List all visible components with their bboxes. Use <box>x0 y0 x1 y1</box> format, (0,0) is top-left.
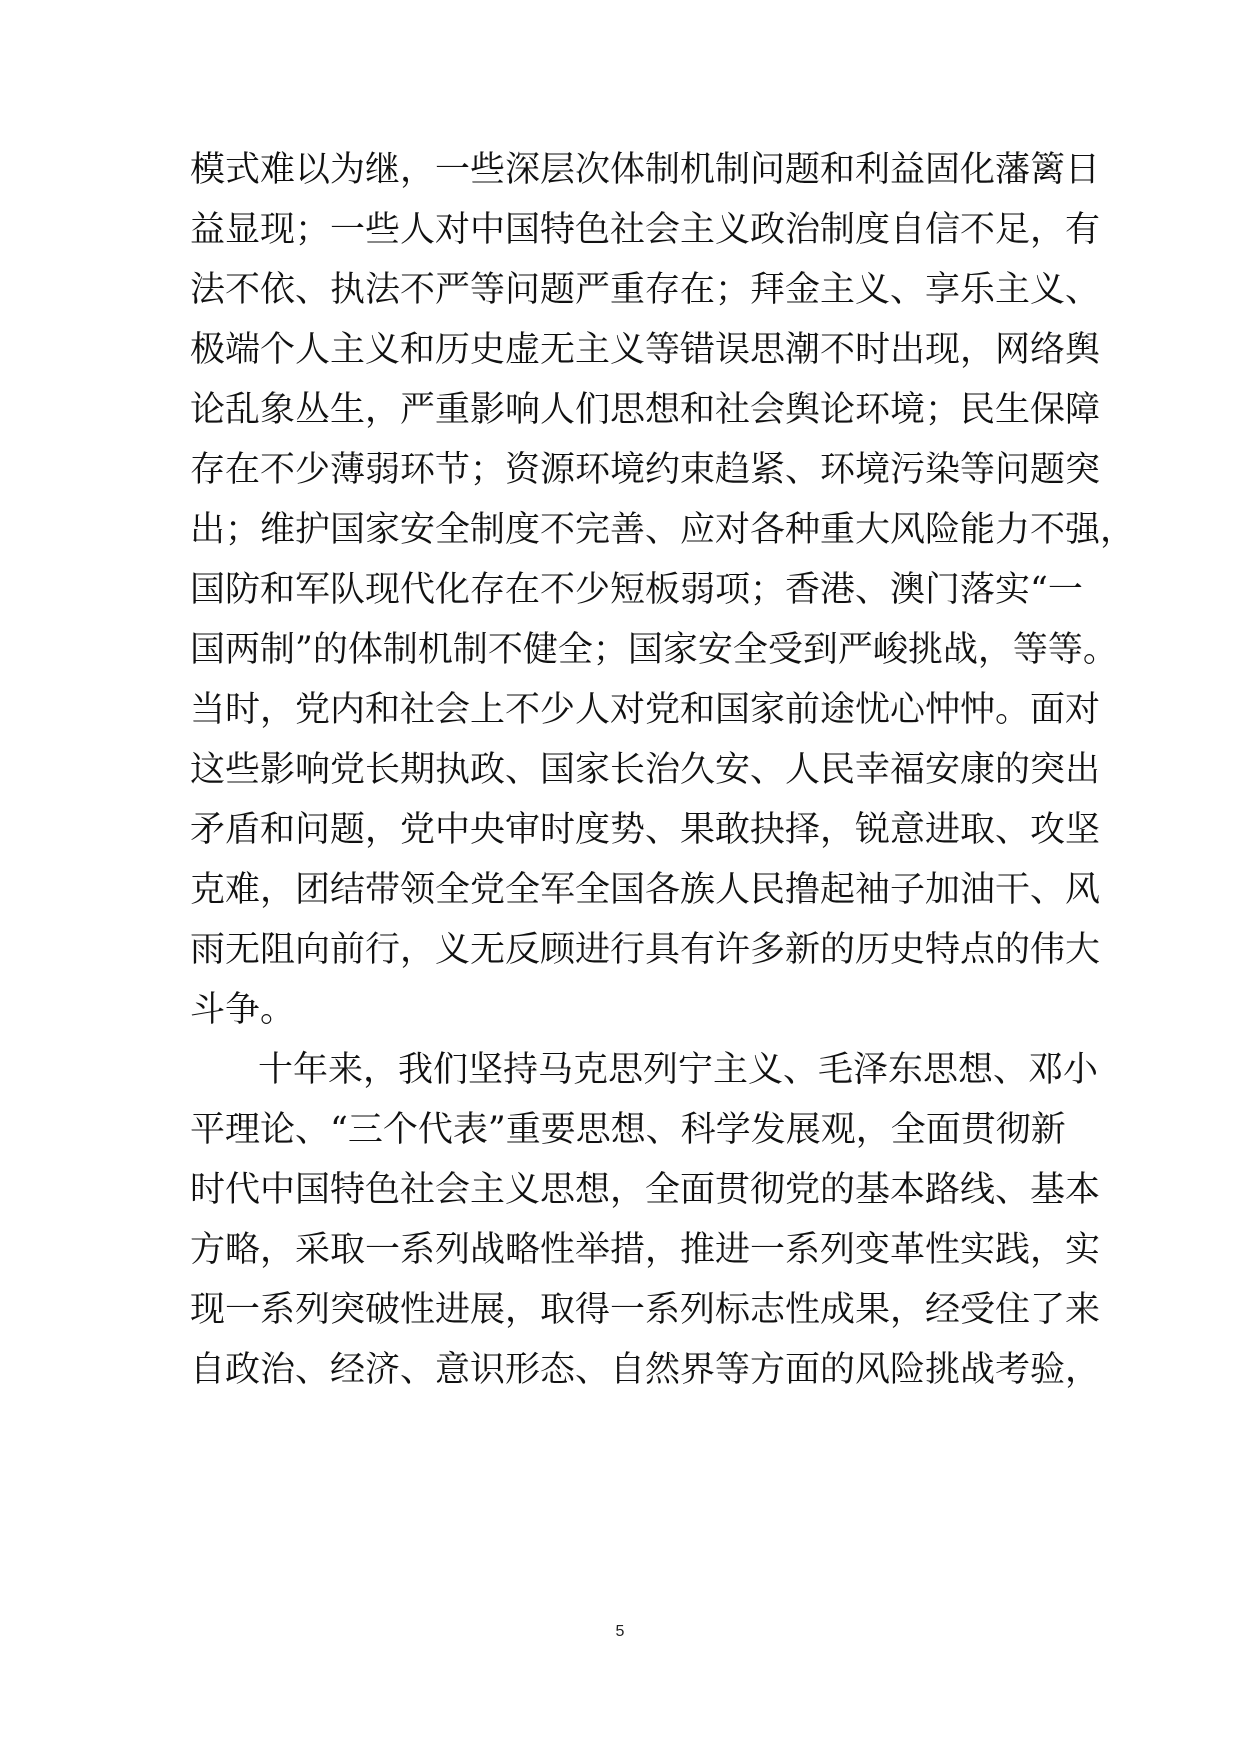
body-line: 存在不少薄弱环节；资源环境约束趋紧、环境污染等问题突 <box>190 450 1101 490</box>
body-line: 克难，团结带领全党全军全国各族人民撸起袖子加油干、风 <box>190 870 1101 910</box>
body-line: 出；维护国家安全制度不完善、应对各种重大风险能力不强， <box>190 510 1136 550</box>
body-line: 国防和军队现代化存在不少短板弱项；香港、澳门落实“一 <box>190 570 1083 610</box>
body-line: 国两制”的体制机制不健全；国家安全受到严峻挑战，等等。 <box>190 630 1118 670</box>
body-line: 当时，党内和社会上不少人对党和国家前途忧心忡忡。面对 <box>190 690 1101 730</box>
body-line: 现一系列突破性进展，取得一系列标志性成果，经受住了来 <box>190 1290 1101 1330</box>
body-line: 平理论、“三个代表”重要思想、科学发展观，全面贯彻新 <box>190 1110 1066 1150</box>
body-line: 这些影响党长期执政、国家长治久安、人民幸福安康的突出 <box>190 750 1101 790</box>
body-line: 法不依、执法不严等问题严重存在；拜金主义、享乐主义、 <box>190 270 1101 310</box>
body-line: 极端个人主义和历史虚无主义等错误思潮不时出现，网络舆 <box>190 330 1101 370</box>
body-line: 时代中国特色社会主义思想，全面贯彻党的基本路线、基本 <box>190 1170 1101 1210</box>
body-line: 矛盾和问题，党中央审时度势、果敢抉择，锐意进取、攻坚 <box>190 810 1101 850</box>
body-line: 自政治、经济、意识形态、自然界等方面的风险挑战考验， <box>190 1350 1101 1390</box>
body-line: 论乱象丛生，严重影响人们思想和社会舆论环境；民生保障 <box>190 390 1101 430</box>
page-number: 5 <box>615 1623 625 1640</box>
body-line: 模式难以为继，一些深层次体制机制问题和利益固化藩篱日 <box>190 150 1101 190</box>
body-line: 方略，采取一系列战略性举措，推进一系列变革性实践，实 <box>190 1230 1101 1270</box>
body-line: 雨无阻向前行，义无反顾进行具有许多新的历史特点的伟大 <box>190 930 1101 970</box>
paragraph-end-line: 斗争。 <box>190 990 296 1030</box>
paragraph-first-line: 十年来，我们坚持马克思列宁主义、毛泽东思想、邓小 <box>258 1050 1099 1090</box>
body-line: 益显现；一些人对中国特色社会主义政治制度自信不足，有 <box>190 210 1101 250</box>
